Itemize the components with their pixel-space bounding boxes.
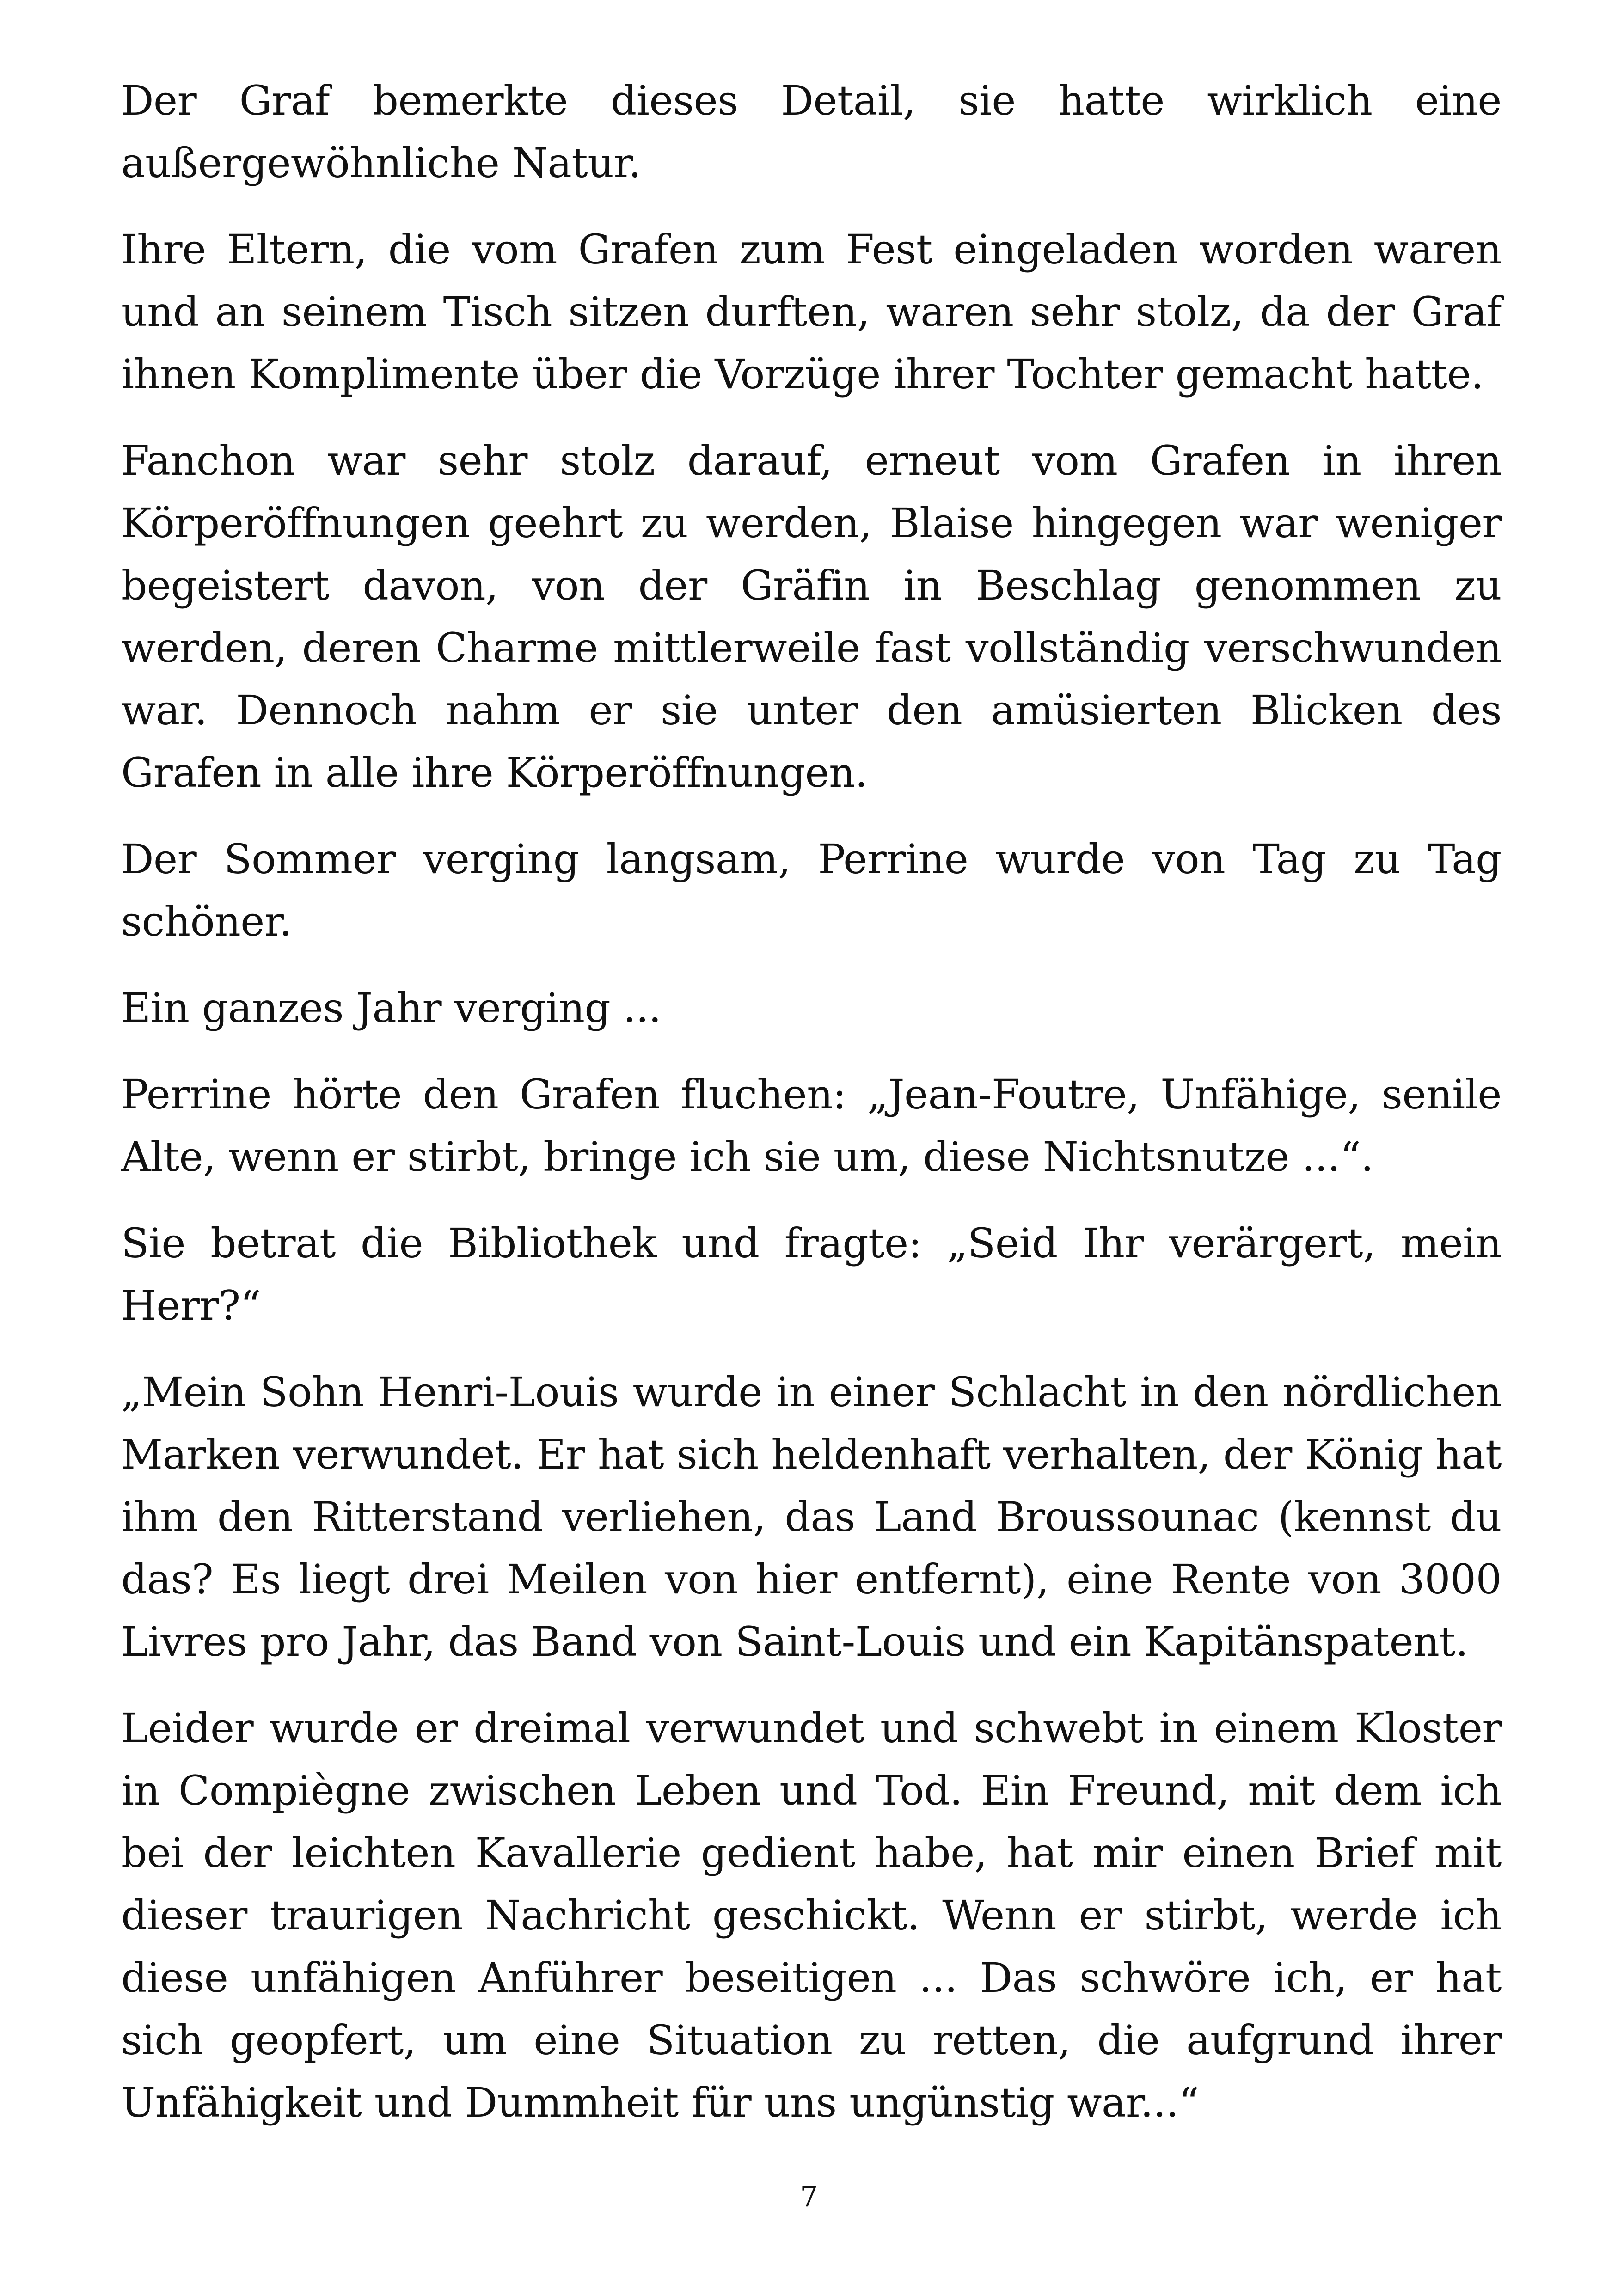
paragraph: Fanchon war sehr stolz darauf, erneut vom Grafen in ihren Körperöffnungen geehrt zu werden, Blaise hingegen war weniger begeistert davon, von der Gräfin in Beschlag genommen zu werden, deren Charme mittlerweile fast vollständig verschwunden war. Dennoch nahm er sie unter den amüsierten Blicken des Grafen in alle ihre Körperöffnungen.	[121, 437, 1502, 796]
page-body	[121, 69, 1502, 2158]
paragraph: Der Graf bemerkte dieses Detail, sie hatte wirklich eine außergewöhnliche Natur.	[121, 77, 1502, 187]
paragraph: Leider wurde er dreimal verwundet und schwebt in einem Kloster in Compiègne zwischen Leben und Tod. Ein Freund, mit dem ich bei der leichten Kavallerie gedient habe, hat mir einen Brief mit dieser traurigen Nachricht geschickt. Wenn er stirbt, werde ich diese unfähigen Anführer beseitigen ... Das schwöre ich, er hat sich geopfert, um eine Situation zu retten, die aufgrund ihrer Unfähigkeit und Dummheit für uns ungünstig war...“	[121, 1704, 1502, 2126]
paragraph: „Mein Sohn Henri-Louis wurde in einer Schlacht in den nördlichen Marken verwundet. Er hat sich heldenhaft verhalten, der König hat ihm den Ritterstand verliehen, das Land Broussounac (kennst du das? Es liegt drei Meilen von hier entfernt), eine Rente von 3000 Livres pro Jahr, das Band von Saint-Louis und ein Kapitänspatent.	[121, 1368, 1502, 1665]
paragraph: Der Sommer verging langsam, Perrine wurde von Tag zu Tag schöner.	[121, 835, 1502, 945]
page-number: 7	[800, 2180, 818, 2213]
paragraph: Ihre Eltern, die vom Grafen zum Fest eingeladen worden waren und an seinem Tisch sitzen durften, waren sehr stolz, da der Graf ihnen Komplimente über die Vorzüge ihrer Tochter gemacht hatte.	[121, 226, 1502, 398]
paragraph: Sie betrat die Bibliothek und fragte: „Seid Ihr verärgert, mein Herr?“	[121, 1219, 1502, 1329]
paragraph: Perrine hörte den Grafen fluchen: „Jean-Foutre, Unfähige, senile Alte, wenn er stirbt, bringe ich sie um, diese Nichtsnutze ...“.	[121, 1071, 1502, 1181]
paragraph: Ein ganzes Jahr verging ...	[121, 984, 662, 1032]
